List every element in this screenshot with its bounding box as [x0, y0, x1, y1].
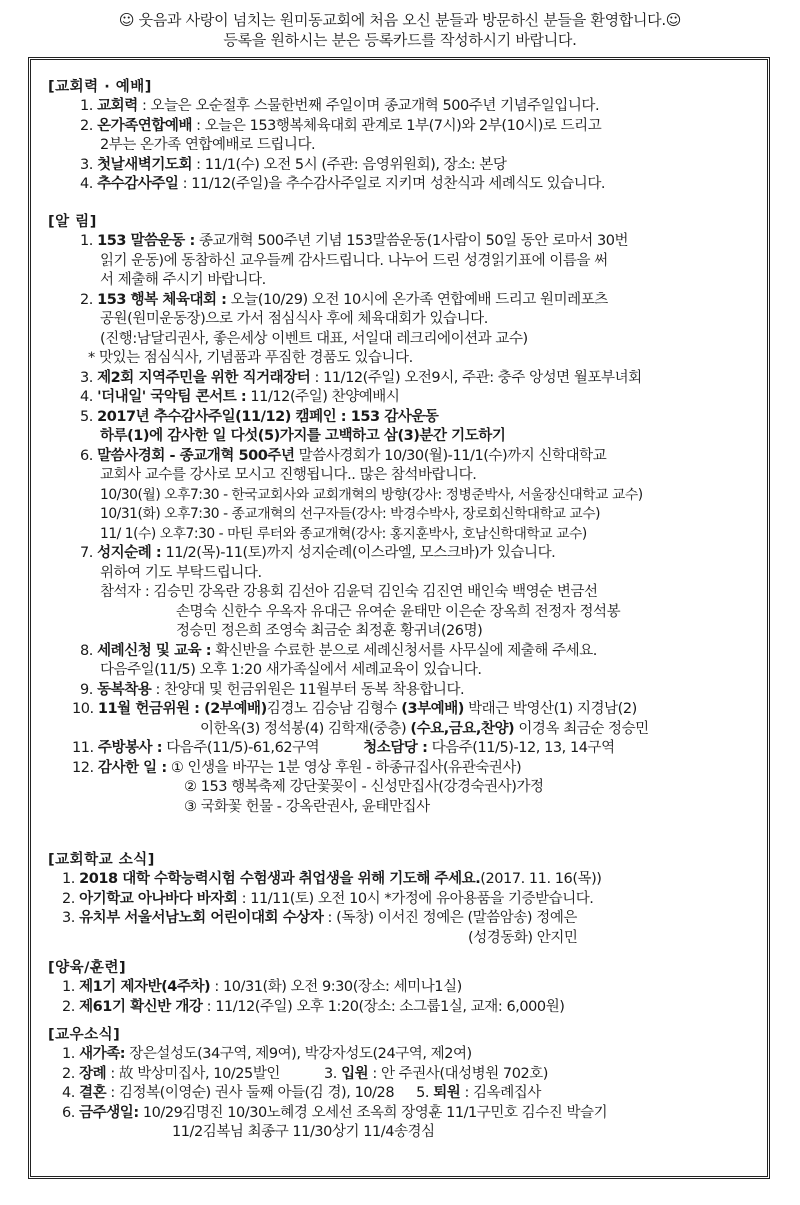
- text-span: 제2회 지역주민을 위한 직거래장터: [97, 369, 311, 386]
- list-item: [48, 388, 649, 408]
- text-span: 153 행복 체육대회 :: [97, 291, 227, 308]
- text-span: 10.: [72, 701, 94, 717]
- list-item: [48, 291, 649, 311]
- text-span: 말씀사경회가 10/30(월)-11/1(수)까지 신학대학교: [294, 447, 607, 464]
- welcome-line: ☺ 웃음과 사랑이 넘치는 원미동교회에 처음 오신 분들과 방문하신 분들을 환영합니다.☺: [118, 11, 682, 29]
- text-span: 세례신청 및 교육 :: [97, 642, 212, 659]
- text-span: 말씀사경회 - 종교개혁 500주년: [97, 447, 295, 464]
- list-item-cont: * 맛있는 점심식사, 기념품과 푸짐한 경품도 있습니다.: [88, 350, 413, 366]
- text-span: 제1기 제자반(4주차): [79, 979, 211, 995]
- text-span: 박래근 박영산(1) 지경남(2): [463, 701, 637, 717]
- text-span: 1.: [80, 98, 93, 114]
- list-item: [48, 232, 649, 252]
- text-span: 결혼: [79, 1085, 107, 1101]
- text-span: 2.: [80, 291, 93, 308]
- text-span: 153 말씀운동 :: [97, 233, 195, 249]
- schedule-line: 11/ 1(수) 오후7:30 - 마틴 루터와 종교개혁(강사: 홍지훈박사, 호남신학대학교 교수): [100, 525, 587, 542]
- text-span: (2017. 11. 16(목)): [480, 871, 602, 887]
- text-span: : 김정복(이영순) 권사 둘째 아들(김 경), 10/28: [106, 1085, 395, 1101]
- text-span: 12.: [72, 759, 94, 776]
- list-item: [48, 759, 649, 779]
- text-span: 2018 대학 수학능력시험 수험생과 취업생을 위해 기도해 주세요.: [79, 871, 481, 887]
- text-span: : 찬양대 및 헌금위원은 11월부터 동복 착용합니다.: [151, 681, 465, 698]
- list-item-cont: ② 153 행복축제 강단꽃꽂이 - 신성만집사(강경숙권사)가정: [184, 779, 544, 795]
- text-span: 3.: [80, 369, 93, 386]
- text-span: 다음주(11/5)-12, 13, 14구역: [427, 740, 615, 756]
- section-title: [교우소식]: [48, 1027, 121, 1043]
- text-span: 11/2(목)-11(토)까지 성지순례(이스라엘, 모스크바)가 있습니다.: [161, 545, 556, 561]
- text-span: 1.: [62, 871, 75, 887]
- list-item: [48, 890, 602, 910]
- text-span: 5.: [416, 1085, 430, 1101]
- list-item: [48, 909, 602, 929]
- text-span: (수요,금요,찬양): [410, 720, 515, 737]
- list-item: [48, 175, 605, 195]
- text-span: '더내일' 국악팀 콘서트 :: [97, 389, 247, 405]
- list-item: [48, 700, 649, 720]
- list-item-cont: 하루(1)에 감사한 일 다섯(5)가지를 고백하고 삼(3)분간 기도하기: [100, 428, 506, 444]
- text-span: 4.: [80, 176, 93, 192]
- text-span: : 오늘은 오순절후 스물한번째 주일이며 종교개혁 500주년 기념주일입니다.: [137, 98, 600, 114]
- text-span: : 김옥례집사: [460, 1085, 541, 1101]
- text-span: 4.: [80, 389, 93, 405]
- list-item: [48, 739, 649, 759]
- list-item-cont: [48, 720, 649, 740]
- text-span: 유치부 서울서남노회 어린이대회 수상자: [79, 910, 324, 926]
- list-item: [48, 870, 602, 890]
- list-item-cont: ③ 국화꽃 헌물 - 강옥란권사, 윤태만집사: [184, 798, 430, 815]
- text-span: 성지순례 :: [97, 545, 162, 561]
- list-item: [48, 97, 605, 117]
- text-span: 입원: [341, 1065, 369, 1082]
- list-item: [48, 642, 649, 662]
- text-span: : 11/12(주일) 오전9시, 주관: 충주 앙성면 월포부녀회: [310, 369, 642, 386]
- text-span: 첫날새벽기도회: [97, 156, 193, 173]
- list-item: [48, 117, 605, 137]
- text-span: 1.: [62, 979, 75, 995]
- text-span: 교회력: [97, 98, 138, 114]
- text-span: : 10/31(화) 오전 9:30(장소: 세미나1실): [210, 979, 462, 995]
- text-span: 확신반을 수료한 분으로 세례신청서를 사무실에 제출해 주세요.: [211, 642, 597, 659]
- list-item: [48, 1084, 607, 1104]
- text-span: 동복착용: [97, 681, 152, 698]
- text-span: 온가족연합예배: [97, 117, 193, 134]
- text-span: 11/12(주일) 찬양예배시: [246, 389, 400, 405]
- list-item: [48, 1045, 607, 1065]
- text-span: 8.: [80, 642, 93, 659]
- text-span: 9.: [80, 681, 93, 698]
- text-span: 추수감사주일: [97, 176, 179, 192]
- section-title: [알 림]: [48, 214, 97, 230]
- text-span: 이한옥(3) 정석봉(4) 김학재(중층): [200, 720, 411, 737]
- text-span: 3.: [323, 1065, 337, 1082]
- list-item: [48, 369, 649, 389]
- text-span: 11.: [72, 740, 94, 756]
- text-span: : 오늘은 153행복체육대회 관계로 1부(7시)와 2부(10시)로 드리고: [192, 117, 602, 134]
- list-item-cont: 교회사 교수를 강사로 모시고 진행됩니다.. 많은 참석바랍니다.: [100, 467, 477, 483]
- text-span: 종교개혁 500주년 기념 153말씀운동(1사람이 50일 동안 로마서 30번: [194, 233, 629, 249]
- list-item-cont: 서 제출해 주시기 바랍니다.: [100, 272, 266, 288]
- text-span: 청소담당 :: [363, 740, 428, 756]
- text-span: 1.: [80, 233, 93, 249]
- section-training: [48, 958, 564, 1017]
- text-span: 2017년 추수감사주일(11/12) 캠페인 : 153 감사운동: [97, 408, 439, 425]
- text-span: 금주생일:: [79, 1104, 139, 1121]
- list-item-cont: 공원(원미운동장)으로 가서 점심식사 후에 체육대회가 있습니다.: [100, 311, 488, 327]
- section-title: [교회력 · 예배]: [48, 79, 152, 95]
- list-item-cont: (진행:남달리권사, 좋은세상 이벤트 대표, 서일대 레크리에이션과 교수): [100, 330, 528, 347]
- schedule-line: 10/30(월) 오후7:30 - 한국교회사와 교회개혁의 방향(강사: 정병준박사, 서울장신대학교 교수): [100, 486, 643, 503]
- text-span: 3.: [62, 910, 75, 926]
- text-span: 김경노 김승남 김형수: [266, 701, 402, 717]
- section-member-news: [48, 1025, 607, 1143]
- register-line: 등록을 원하시는 분은 등록카드를 작성하시기 바랍니다.: [223, 31, 577, 49]
- list-item: [48, 544, 649, 564]
- text-span: 제61기 확신반 개강: [79, 998, 203, 1015]
- section-worship: [48, 77, 605, 195]
- text-span: 새가족:: [79, 1046, 126, 1062]
- text-span: 2.: [62, 998, 75, 1015]
- schedule-line: 10/31(화) 오후7:30 - 종교개혁의 선구자들(강사: 박경수박사, 장로회신학대학교 교수): [100, 506, 601, 522]
- list-item-cont: 읽기 운동)에 동참하신 교우들께 감사드립니다. 나누어 드린 성경읽기표에 이름을 써: [100, 252, 608, 269]
- text-span: 퇴원: [433, 1085, 461, 1101]
- text-span: ① 인생을 바꾸는 1분 영상 후원 - 하종규집사(유관숙권사): [166, 759, 522, 776]
- list-item: [48, 408, 649, 428]
- text-span: 10/29김명진 10/30노혜경 오세선 조옥희 장영훈 11/1구민호 김수진 박슬기: [138, 1104, 608, 1121]
- section-title: [교회학교 소식]: [48, 852, 155, 868]
- section-church-school: [48, 850, 602, 948]
- text-span: : 11/11(토) 오전 10시 *가정에 유아용품을 기증받습니다.: [237, 890, 594, 907]
- section-title: [양육/훈련]: [48, 960, 127, 976]
- text-span: : (독창) 이서진 정예은 (말씀암송) 정예은: [323, 910, 577, 926]
- text-span: 5.: [80, 408, 93, 425]
- text-span: 오늘(10/29) 오전 10시에 온가족 연합예배 드리고 원미레포츠: [226, 291, 608, 308]
- text-span: 감사한 일 :: [97, 759, 167, 776]
- text-span: (3부예배): [401, 701, 464, 717]
- participants-line: 정승민 정은희 조영숙 최금순 최정훈 황귀녀(26명): [176, 623, 483, 639]
- list-item: [48, 681, 649, 701]
- text-span: : 故 박상미집사, 10/25발인: [106, 1065, 280, 1082]
- list-item-cont: 11/2김복님 최종구 11/30상기 11/4송경심: [172, 1124, 435, 1140]
- text-span: (2부예배): [199, 701, 267, 717]
- text-span: 이경옥 최금순 정승민: [514, 720, 649, 737]
- welcome-header: [0, 10, 800, 50]
- text-span: 4.: [62, 1085, 75, 1101]
- list-item: [48, 447, 649, 467]
- text-span: : 안 주권사(대성병원 702호): [368, 1065, 549, 1082]
- text-span: 6.: [62, 1104, 75, 1121]
- list-item-cont: 다음주일(11/5) 오후 1:20 새가족실에서 세례교육이 있습니다.: [100, 662, 482, 678]
- text-span: 아기학교 아나바다 바자회: [79, 890, 238, 907]
- list-item: [48, 1104, 607, 1124]
- list-item-cont: 2부는 온가족 연합예배로 드립니다.: [100, 137, 316, 153]
- text-span: 3.: [80, 156, 93, 173]
- text-span: 1.: [62, 1046, 75, 1062]
- text-span: 장례: [79, 1065, 107, 1082]
- list-item-cont: 위하여 기도 부탁드립니다.: [100, 564, 262, 581]
- text-span: 11월 헌금위원 :: [97, 701, 200, 717]
- list-item-cont: (성경동화) 안지민: [468, 929, 578, 946]
- text-span: : 11/1(수) 오전 5시 (주관: 음영위원회), 장소: 본당: [192, 156, 507, 173]
- text-span: 장은설성도(34구역, 제9여), 박강자성도(24구역, 제2여): [125, 1046, 472, 1062]
- text-span: 다음주(11/5)-61,62구역: [162, 740, 320, 756]
- text-span: 2.: [80, 117, 93, 134]
- list-item: [48, 1065, 607, 1085]
- text-span: 2.: [62, 890, 75, 907]
- list-item: [48, 978, 564, 998]
- participants-line: 손명숙 신한수 우옥자 유대근 유여순 윤태만 이은순 장옥희 전정자 정석봉: [176, 603, 621, 620]
- text-span: 7.: [80, 545, 93, 561]
- text-span: : 11/12(주일)을 추수감사주일로 지키며 성찬식과 세례식도 있습니다.: [178, 176, 606, 192]
- text-span: 2.: [62, 1065, 75, 1082]
- list-item: [48, 998, 564, 1018]
- text-span: : 11/12(주일) 오후 1:20(장소: 소그룹1실, 교재: 6,000원): [202, 998, 565, 1015]
- text-span: 주방봉사 :: [97, 740, 163, 756]
- section-notices: [48, 212, 649, 817]
- text-span: 6.: [80, 447, 93, 464]
- list-item: [48, 156, 605, 176]
- participants-line: 참석자 : 김승민 강옥란 강용회 김선아 김윤덕 김인숙 김진연 배인숙 백영순 변금선: [100, 584, 598, 600]
